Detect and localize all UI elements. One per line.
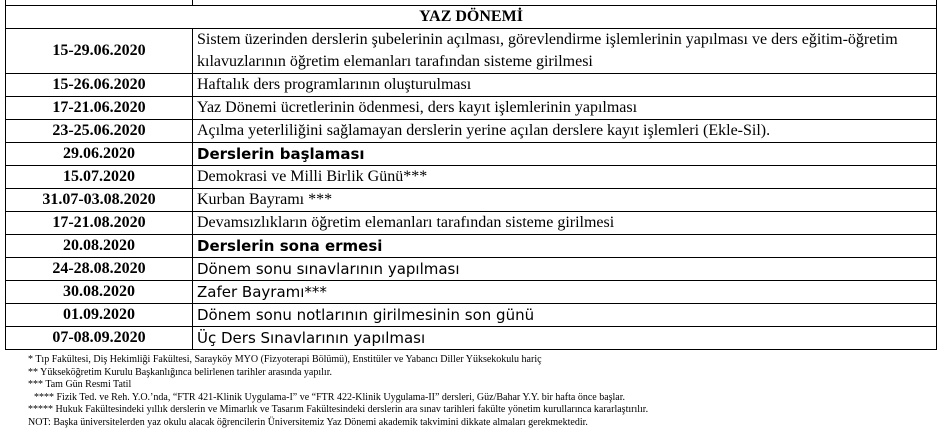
table-row — [6, 143, 937, 166]
row-date: 23-25.06.2020 — [6, 120, 193, 143]
row-date: 01.09.2020 — [6, 304, 193, 327]
row-date: 24-28.08.2020 — [6, 258, 193, 281]
row-date: 15-29.06.2020 — [6, 29, 193, 74]
row-date: 15-26.06.2020 — [6, 74, 193, 97]
row-description: Dönem sonu sınavlarının yapılması — [193, 258, 937, 281]
row-date: 31.07-03.08.2020 — [6, 189, 193, 212]
table-row — [6, 212, 937, 235]
footnote: * Tıp Fakültesi, Diş Hekimliği Fakültesi, Sarayköy MYO (Fizyoterapi Bölümü), Enstitüler ve Yabancı Diller Yüksekokulu hariç — [28, 354, 542, 365]
row-description: Derslerin sona ermesi — [193, 235, 937, 258]
row-date: 15.07.2020 — [6, 166, 193, 189]
row-date: 07-08.09.2020 — [6, 327, 193, 350]
row-description: Sistem üzerinden derslerin şubelerinin açılması, görevlendirme işlemlerinin yapılması ve ders eğitim-öğretim kılavuzlarının öğretim elemanları tarafından sisteme girilmesi — [193, 29, 937, 74]
footnote: *** Tam Gün Resmi Tatil — [28, 379, 132, 391]
row-description: Yaz Dönemi ücretlerinin ödenmesi, ders kayıt işlemlerinin yapılması — [193, 97, 937, 120]
table-header-row — [6, 6, 937, 29]
row-date: 29.06.2020 — [6, 143, 193, 166]
table-row — [6, 258, 937, 281]
summer-term-table — [5, 0, 937, 350]
calendar-section — [5, 0, 937, 350]
row-description: Zafer Bayramı*** — [193, 281, 937, 304]
table-row — [6, 327, 937, 350]
footnote: ***** Hukuk Fakültesindeki yıllık derslerin ve Mimarlık ve Tasarım Fakültesindeki derslerin ara sınav tarihleri fakülte yönetim kurullarınca kararlaştırılır. — [28, 404, 649, 416]
row-description: Derslerin başlaması — [193, 143, 937, 166]
row-description: Haftalık ders programlarının oluşturulması — [193, 74, 937, 97]
row-description: Üç Ders Sınavlarının yapılması — [193, 327, 937, 350]
row-description: Açılma yeterliliğini sağlamayan derslerin yerine açılan derslere kayıt işlemleri (Ekle-Sil). — [193, 120, 937, 143]
table-row — [6, 166, 937, 189]
row-description: Dönem sonu notlarının girilmesinin son günü — [193, 304, 937, 327]
table-row — [6, 29, 937, 74]
table-row — [6, 97, 937, 120]
row-date: 17-21.06.2020 — [6, 97, 193, 120]
row-date: 20.08.2020 — [6, 235, 193, 258]
row-date: 30.08.2020 — [6, 281, 193, 304]
row-description: Devamsızlıkların öğretim elemanları tarafından sisteme girilmesi — [193, 212, 937, 235]
row-description: Kurban Bayramı *** — [193, 189, 937, 212]
row-description: Demokrasi ve Milli Birlik Günü*** — [193, 166, 937, 189]
footnote: ** Yükseköğretim Kurulu Başkanlığınca belirlenen tarihler arasında yapılır. — [28, 366, 332, 378]
table-row — [6, 304, 937, 327]
footnote: NOT: Başka üniversitelerden yaz okulu alacak öğrencilerin Üniversitemiz Yaz Dönemi akademik takvimini dikkate almaları gerekmektedir. — [28, 416, 588, 428]
footnote: **** Fizik Ted. ve Reh. Y.O.’nda, “FTR 421-Klinik Uygulama-I” ve “FTR 422-Klinik Uygulama-II” dersleri, Güz/Bahar Y.Y. bir hafta önce başlar. — [34, 391, 626, 403]
table-row — [6, 120, 937, 143]
table-row — [6, 189, 937, 212]
table-row — [6, 281, 937, 304]
row-date: 17-21.08.2020 — [6, 212, 193, 235]
footnotes — [28, 354, 933, 430]
table-row — [6, 235, 937, 258]
section-title: YAZ DÖNEMİ — [6, 6, 937, 29]
table-row — [6, 74, 937, 97]
